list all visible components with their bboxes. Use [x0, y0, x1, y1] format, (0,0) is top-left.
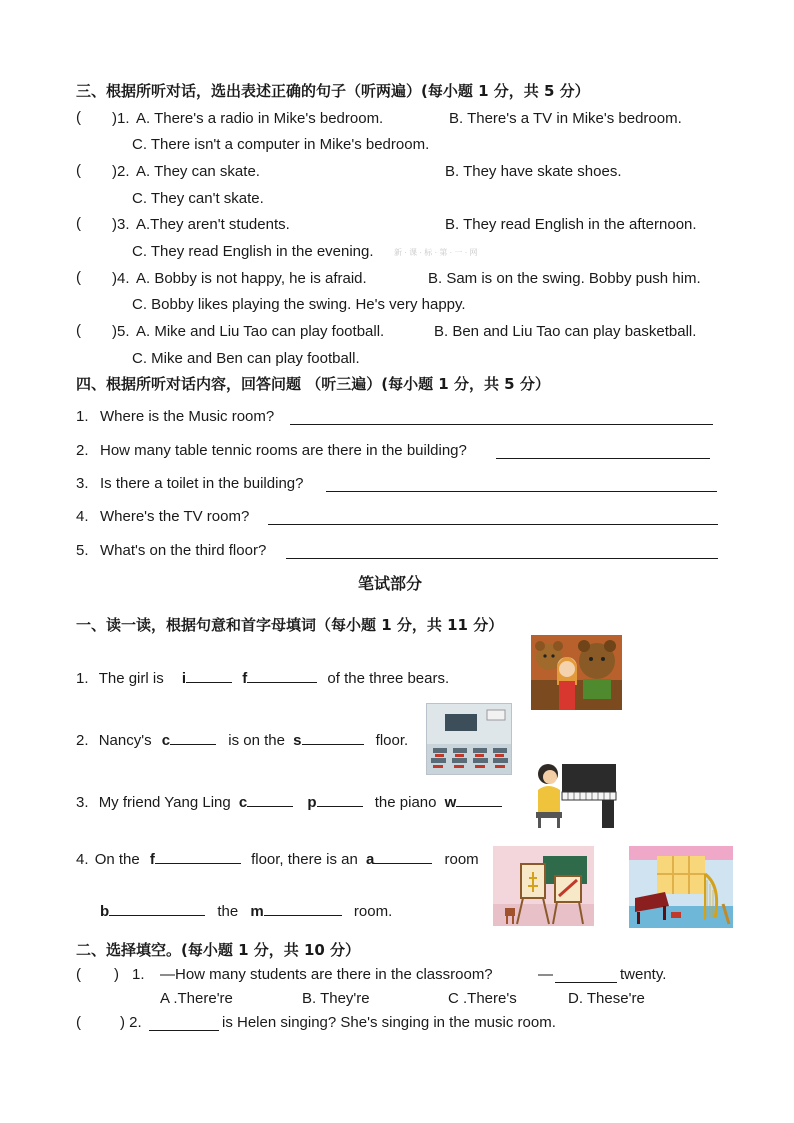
fill-blank[interactable]: [186, 668, 232, 683]
fill-blank[interactable]: [247, 668, 317, 683]
answer-line[interactable]: [290, 424, 713, 425]
question-number: 4.: [76, 508, 89, 525]
sentence-part: The girl is: [98, 670, 164, 687]
question-number: 3.: [76, 475, 89, 492]
question-text-end: twenty.: [620, 966, 667, 983]
fill-question-2: [76, 730, 408, 751]
fill-blank[interactable]: [149, 1030, 219, 1031]
first-letter: i: [181, 670, 187, 687]
sentence-part: the: [217, 903, 239, 920]
question-number: 4.: [76, 851, 89, 868]
section-heading-listening-4: 四、根据所听对话内容，回答问题 （听三遍）(每小题 1 分，共 5 分）: [76, 375, 550, 393]
question-number: 2.: [76, 442, 89, 459]
first-letter: s: [293, 732, 302, 749]
question-text: —How many students are there in the classroom?: [160, 966, 493, 983]
answer-paren-open: (: [76, 966, 81, 983]
fill-question-4-line-2: [100, 901, 392, 922]
first-letter: c: [161, 732, 171, 749]
option-a: A. They can skate.: [136, 163, 260, 180]
fill-blank[interactable]: [456, 792, 502, 807]
item-number: )5.: [112, 323, 130, 340]
fill-blank[interactable]: [317, 792, 363, 807]
piano-girl-picture: [532, 760, 618, 828]
sentence-part: is on the: [228, 732, 285, 749]
question-text: What's on the third floor?: [100, 542, 267, 559]
first-letter: f: [149, 851, 155, 868]
question-number: ) 2.: [120, 1014, 142, 1031]
section-heading-written-1: 一、读一读，根据句意和首字母填词（每小题 1 分，共 11 分）: [76, 616, 504, 634]
fill-blank[interactable]: [302, 730, 364, 745]
fill-blank[interactable]: [264, 901, 342, 916]
answer-line[interactable]: [326, 491, 717, 492]
fill-blank[interactable]: [374, 849, 432, 864]
option-b: B. They read English in the afternoon.: [445, 216, 697, 233]
question-number: 1.: [76, 670, 89, 687]
answer-paren-open: (: [76, 1014, 81, 1031]
choice-c: C .There's: [448, 990, 517, 1007]
question-number: 5.: [76, 542, 89, 559]
answer-paren-open: (: [76, 322, 81, 339]
fill-blank[interactable]: [170, 730, 216, 745]
section-heading-written-2: 二、选择填空。(每小题 1 分，共 10 分）: [76, 941, 361, 959]
first-letter: f: [242, 670, 248, 687]
option-b: B. They have skate shoes.: [445, 163, 622, 180]
fill-blank[interactable]: [555, 982, 617, 983]
option-a: A. Bobby is not happy, he is afraid.: [136, 270, 367, 287]
fill-question-4-line-1: [76, 849, 479, 870]
sentence-part: the piano: [374, 794, 437, 811]
music-room-picture: [629, 846, 733, 928]
answer-paren-open: (: [76, 269, 81, 286]
classroom-picture: [426, 703, 512, 775]
option-c: C. Mike and Ben can play football.: [132, 350, 360, 367]
item-number: )4.: [112, 270, 130, 287]
option-b: B. Ben and Liu Tao can play basketball.: [434, 323, 697, 340]
answer-line[interactable]: [286, 558, 718, 559]
item-number: )3.: [112, 216, 130, 233]
three-bears-picture: [531, 635, 622, 710]
answer-line[interactable]: [268, 524, 718, 525]
question-number: 1.: [76, 408, 89, 425]
sentence-part: of the three bears.: [327, 670, 450, 687]
option-a: A.They aren't students.: [136, 216, 290, 233]
written-section-title: 笔试部分: [358, 574, 423, 593]
first-letter: w: [444, 794, 457, 811]
fill-blank[interactable]: [247, 792, 293, 807]
item-number: )2.: [112, 163, 130, 180]
fill-question-1: [76, 668, 449, 689]
watermark: 新 · 课 · 标 · 第 · 一 · 网: [394, 248, 478, 257]
sentence-part: My friend Yang Ling: [98, 794, 231, 811]
first-letter: p: [307, 794, 317, 811]
fill-blank[interactable]: [109, 901, 205, 916]
answer-paren-open: (: [76, 215, 81, 232]
choice-a: A .There're: [160, 990, 233, 1007]
first-letter: m: [250, 903, 264, 920]
first-letter: b: [100, 903, 110, 920]
fill-question-3: [76, 792, 502, 813]
sentence-part: room.: [353, 903, 393, 920]
choice-d: D. These're: [568, 990, 645, 1007]
art-room-picture: [493, 846, 594, 926]
option-b: B. There's a TV in Mike's bedroom.: [449, 110, 682, 127]
option-a: A. There's a radio in Mike's bedroom.: [136, 110, 384, 127]
question-text: Is there a toilet in the building?: [100, 475, 304, 492]
sentence-part: On the: [94, 851, 140, 868]
question-text: How many table tennic rooms are there in the building?: [100, 442, 467, 459]
item-number: )1.: [112, 110, 130, 127]
first-letter: a: [365, 851, 375, 868]
option-a: A. Mike and Liu Tao can play football.: [136, 323, 385, 340]
section-heading-listening-3: 三、根据所听对话，选出表述正确的句子（听两遍）(每小题 1 分，共 5 分）: [76, 82, 590, 100]
question-number: 2.: [76, 732, 89, 749]
sentence-part: Nancy's: [98, 732, 152, 749]
question-text: Where's the TV room?: [100, 508, 250, 525]
sentence-part: room: [444, 851, 479, 868]
answer-paren-open: (: [76, 162, 81, 179]
first-letter: c: [238, 794, 248, 811]
question-number: 1.: [132, 966, 145, 983]
option-c: C. Bobby likes playing the swing. He's very happy.: [132, 296, 466, 313]
option-c: C. There isn't a computer in Mike's bedroom.: [132, 136, 430, 153]
sentence-part: floor, there is an: [251, 851, 358, 868]
question-number: 3.: [76, 794, 89, 811]
answer-line[interactable]: [496, 458, 710, 459]
question-text: Where is the Music room?: [100, 408, 275, 425]
answer-dash: —: [538, 966, 553, 983]
fill-blank[interactable]: [155, 849, 241, 864]
choice-b: B. They're: [302, 990, 370, 1007]
answer-paren-open: (: [76, 109, 81, 126]
sentence-part: floor.: [375, 732, 409, 749]
option-c: C. They can't skate.: [132, 190, 264, 207]
question-text: is Helen singing? She's singing in the music room.: [222, 1014, 556, 1031]
option-b: B. Sam is on the swing. Bobby push him.: [428, 270, 701, 287]
option-c: C. They read English in the evening.: [132, 243, 374, 260]
answer-paren-close: ): [114, 966, 119, 983]
